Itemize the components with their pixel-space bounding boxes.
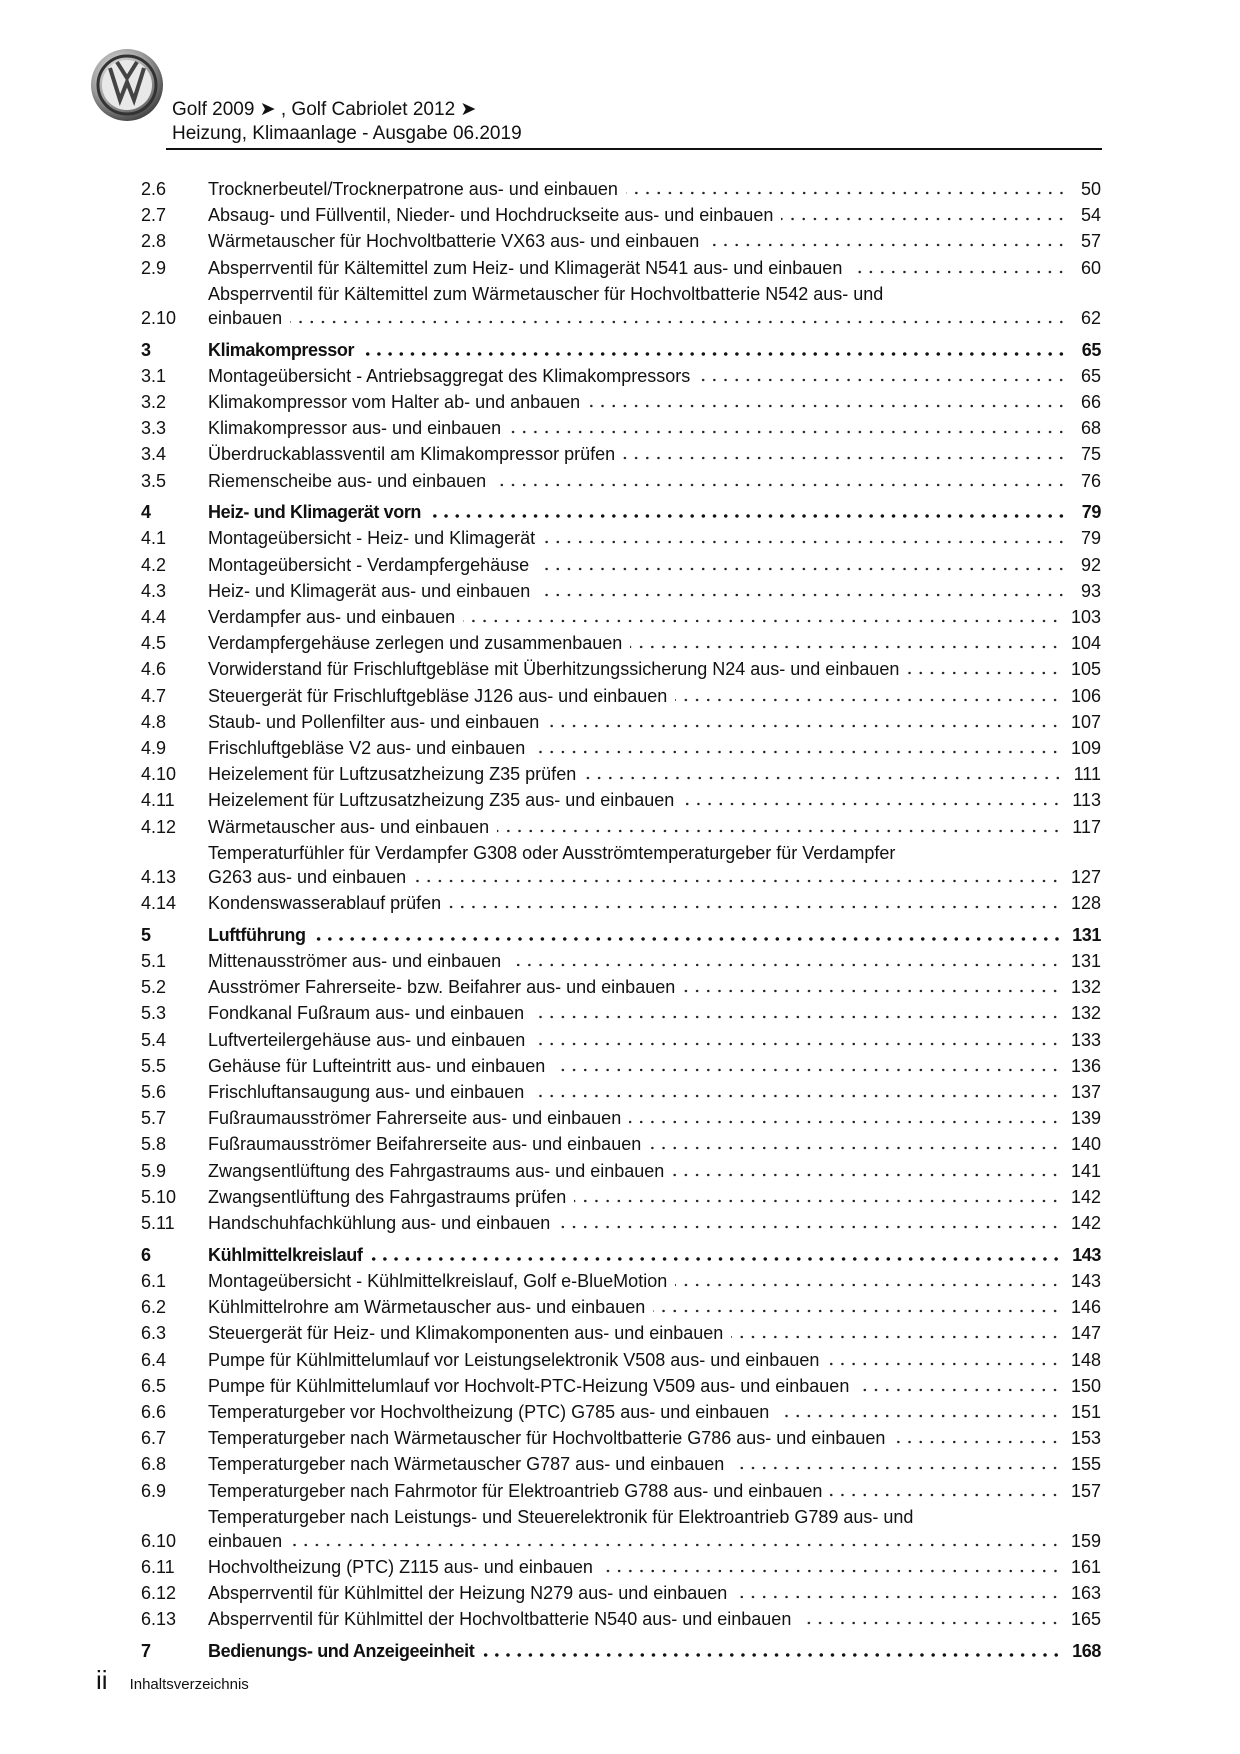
toc-entry[interactable] [141, 814, 1101, 840]
entry-title: Staub- und Pollenfilter aus- und einbauen [208, 711, 540, 732]
dot-leader [781, 217, 1067, 221]
entry-number: 6.3 [141, 1323, 167, 1344]
dot-leader [588, 404, 1067, 408]
toc-entry[interactable] [141, 1079, 1101, 1105]
entry-title: einbauen [208, 307, 283, 328]
dot-leader [630, 645, 1061, 649]
entry-title: Heizelement für Luftzusatzheizung Z35 aus- und einbauen [208, 790, 675, 811]
entry-number: 4.8 [141, 711, 167, 732]
entry-page: 132 [1070, 977, 1101, 998]
entry-title: Absperrventil für Kühlmittel der Hochvoltbatterie N540 aus- und einbauen [208, 1609, 792, 1630]
entry-title: Verdampfer aus- und einbauen [208, 607, 456, 628]
entry-number: 6.4 [141, 1349, 167, 1370]
entry-number: 4.3 [141, 580, 167, 601]
entry-page: 159 [1070, 1530, 1101, 1551]
entry-number: 6.10 [141, 1530, 177, 1551]
dot-leader [698, 378, 1067, 382]
entry-page: 131 [1072, 924, 1101, 945]
entry-title: Frischluftgebläse V2 aus- und einbauen [208, 738, 526, 759]
entry-title: Steuergerät für Heiz- und Klimakomponenten aus- und einbauen [208, 1323, 724, 1344]
toc-entry[interactable] [141, 683, 1101, 709]
entry-title: Frischluftansaugung aus- und einbauen [208, 1082, 525, 1102]
dot-leader [732, 1466, 1061, 1470]
toc-entry[interactable] [141, 948, 1101, 974]
vw-logo [90, 48, 164, 122]
dot-leader [537, 567, 1067, 571]
dot-leader [682, 802, 1062, 806]
dot-leader [683, 989, 1061, 993]
entry-number: 5.6 [141, 1082, 167, 1102]
entry-page: 57 [1080, 231, 1101, 252]
entry-number: 5.2 [141, 977, 167, 998]
entry-page: 117 [1072, 816, 1101, 837]
entry-title: Gehäuse für Lufteintritt aus- und einbauen [208, 1055, 546, 1076]
entry-number: 4.2 [141, 554, 167, 575]
entry-number: 4.4 [141, 607, 167, 628]
entry-title: Heizelement für Luftzusatzheizung Z35 prüfen [208, 764, 577, 785]
entry-number: 5.9 [141, 1160, 167, 1181]
toc-entry[interactable] [141, 604, 1101, 630]
entry-title: Luftführung [208, 924, 306, 945]
entry-title: Pumpe für Kühlmittelumlauf vor Leistungselektronik V508 aus- und einbauen [208, 1349, 820, 1370]
dot-leader [547, 724, 1061, 728]
toc-chapter[interactable] [141, 1638, 1101, 1664]
toc-entry[interactable] [141, 228, 1101, 254]
entry-page: 139 [1070, 1108, 1101, 1129]
dot-leader [290, 1543, 1061, 1547]
entry-page: 104 [1070, 633, 1101, 654]
entry-page: 79 [1080, 528, 1101, 549]
dot-leader [429, 514, 1067, 518]
toc-entry[interactable] [141, 389, 1101, 415]
dot-leader [653, 1309, 1061, 1313]
entry-number: 4.11 [141, 790, 175, 811]
toc-entry[interactable] [141, 840, 1101, 890]
entry-number: 2.6 [141, 179, 167, 199]
toc-entry[interactable] [141, 890, 1101, 916]
entry-title: Kühlmittelrohre am Wärmetauscher aus- und einbauen [208, 1297, 646, 1318]
entry-number: 3.1 [141, 365, 167, 386]
entry-page: 50 [1080, 179, 1101, 199]
dot-leader [463, 619, 1061, 623]
entry-page: 68 [1080, 418, 1101, 439]
entry-page: 103 [1070, 607, 1101, 628]
entry-page: 163 [1070, 1583, 1101, 1604]
dot-leader [629, 1120, 1061, 1124]
dot-leader [509, 963, 1061, 967]
entry-title: Klimakompressor [208, 339, 355, 360]
toc-entry[interactable] [141, 735, 1101, 761]
entry-page: 146 [1070, 1297, 1101, 1318]
entry-number: 6.8 [141, 1454, 167, 1475]
entry-title: Zwangsentlüftung des Fahrgastraums aus- und einbauen [208, 1160, 665, 1181]
entry-title: Zwangsentlüftung des Fahrgastraums prüfen [208, 1186, 567, 1207]
entry-title: Absperrventil für Kühlmittel der Heizung N279 aus- und einbauen [208, 1583, 728, 1604]
entry-number: 2.9 [141, 257, 167, 278]
entry-number: 4.12 [141, 816, 177, 837]
dot-leader [509, 430, 1067, 434]
dot-leader [672, 1173, 1061, 1177]
entry-page: 93 [1080, 580, 1101, 601]
entry-title: Überdruckablassventil am Klimakompressor prüfen [208, 444, 616, 465]
entry-number: 6.7 [141, 1428, 167, 1449]
dot-leader [553, 1068, 1061, 1072]
dot-leader [533, 750, 1061, 754]
entry-number: 5.8 [141, 1134, 167, 1155]
entry-number: 4.14 [141, 893, 177, 914]
entry-title: Trocknerbeutel/Trocknerpatrone aus- und einbauen [208, 179, 618, 199]
entry-number: 4.10 [141, 764, 177, 785]
toc-entry[interactable] [141, 709, 1101, 735]
toc-entry[interactable] [141, 1425, 1101, 1451]
dot-leader [362, 352, 1067, 356]
dot-leader [626, 191, 1067, 195]
entry-number: 6 [141, 1244, 151, 1265]
entry-title: einbauen [208, 1530, 283, 1551]
entry-page: 66 [1080, 391, 1101, 412]
toc-entry[interactable] [141, 1504, 1101, 1554]
page-footer [96, 1665, 249, 1696]
dot-leader [533, 1042, 1061, 1046]
dot-leader [857, 1388, 1061, 1392]
entry-page: 148 [1070, 1349, 1101, 1370]
toc-entry[interactable] [141, 1131, 1101, 1157]
dot-leader [370, 1257, 1062, 1261]
entry-number: 6.2 [141, 1297, 167, 1318]
toc-entry[interactable] [141, 1053, 1101, 1079]
entry-number: 3.2 [141, 391, 167, 412]
entry-title: Montageübersicht - Antriebsaggregat des Klimakompressors [208, 365, 691, 386]
dot-leader [532, 1015, 1061, 1019]
entry-title: Vorwiderstand für Frischluftgebläse mit Überhitzungssicherung N24 aus- und einbauen [208, 659, 900, 680]
entry-title: Ausströmer Fahrerseite- bzw. Beifahrer aus- und einbauen [208, 977, 676, 998]
toc-entry[interactable] [141, 578, 1101, 604]
entry-page: 150 [1070, 1375, 1101, 1396]
toc-chapter[interactable] [141, 499, 1101, 525]
entry-title: Heiz- und Klimagerät vorn [208, 502, 422, 523]
entry-title: Luftverteilergehäuse aus- und einbauen [208, 1029, 526, 1050]
entry-number: 6.1 [141, 1270, 167, 1291]
toc-entry[interactable] [141, 363, 1101, 389]
entry-page: 132 [1070, 1003, 1101, 1024]
entry-page: 62 [1080, 307, 1101, 328]
entry-page: 107 [1070, 711, 1101, 732]
entry-page: 131 [1070, 950, 1101, 971]
dot-leader [735, 1595, 1061, 1599]
dot-leader [449, 905, 1061, 909]
entry-title: Handschuhfachkühlung aus- und einbauen [208, 1213, 551, 1234]
dot-leader [675, 1283, 1061, 1287]
entry-title: Temperaturgeber nach Fahrmotor für Elektroantrieb G788 aus- und einbauen [208, 1480, 823, 1501]
entry-number: 6.6 [141, 1401, 167, 1422]
entry-page: 111 [1073, 764, 1101, 785]
dot-leader [543, 540, 1067, 544]
entry-title: Wärmetauscher aus- und einbauen [208, 816, 490, 837]
dot-leader [850, 270, 1067, 274]
entry-number: 5 [141, 924, 151, 945]
entry-page: 142 [1070, 1213, 1101, 1234]
toc-entry[interactable] [141, 1294, 1101, 1320]
entry-page: 168 [1072, 1641, 1101, 1662]
dot-leader [707, 243, 1067, 247]
dot-leader [584, 776, 1063, 780]
entry-page: 155 [1070, 1454, 1101, 1475]
entry-number: 6.9 [141, 1480, 167, 1501]
entry-number: 4 [141, 502, 151, 523]
entry-title: Absaug- und Füllventil, Nieder- und Hochdruckseite aus- und einbauen [208, 205, 774, 226]
dot-leader [827, 1362, 1061, 1366]
entry-title: Wärmetauscher für Hochvoltbatterie VX63 aus- und einbauen [208, 231, 700, 252]
toc-entry[interactable] [141, 1320, 1101, 1346]
dot-leader [649, 1146, 1061, 1150]
entry-page: 76 [1080, 470, 1101, 491]
header-manual-title: Heizung, Klimaanlage - Ausgabe 06.2019 [172, 123, 522, 144]
dot-leader [601, 1569, 1061, 1573]
entry-title: Pumpe für Kühlmittelumlauf vor Hochvolt-PTC-Heizung V509 aus- und einbauen [208, 1375, 850, 1396]
dot-leader [497, 829, 1062, 833]
toc-entry[interactable] [141, 656, 1101, 682]
entry-title: Hochvoltheizung (PTC) Z115 aus- und einbauen [208, 1556, 593, 1577]
entry-title: Kühlmittelkreislauf [208, 1244, 363, 1265]
entry-number: 2.8 [141, 231, 167, 252]
entry-number: 2.10 [141, 307, 177, 328]
entry-title: Montageübersicht - Kühlmittelkreislauf, Golf e-BlueMotion [208, 1270, 668, 1291]
entry-page: 161 [1070, 1556, 1101, 1577]
dot-leader [290, 320, 1067, 324]
entry-title: Temperaturgeber nach Wärmetauscher G787 aus- und einbauen [208, 1454, 725, 1475]
dot-leader [482, 1653, 1062, 1657]
entry-page: 75 [1080, 444, 1101, 465]
entry-title: Bedienungs- und Anzeigeeinheit [208, 1641, 475, 1662]
dot-leader [893, 1440, 1061, 1444]
entry-page: 142 [1070, 1186, 1101, 1207]
entry-title: Montageübersicht - Heiz- und Klimagerät [208, 528, 536, 549]
toc-chapter[interactable] [141, 1242, 1101, 1268]
toc-entry[interactable] [141, 1027, 1101, 1053]
toc-entry[interactable] [141, 552, 1101, 578]
entry-title: Verdampfergehäuse zerlegen und zusammenbauen [208, 633, 623, 654]
entry-number: 3.5 [141, 470, 167, 491]
entry-page: 128 [1070, 893, 1101, 914]
footer-section-label: Inhaltsverzeichnis [129, 1676, 249, 1693]
entry-title-first-line: Temperaturgeber nach Leistungs- und Steuerelektronik für Elektroantrieb G789 aus- und [208, 1506, 914, 1527]
toc-entry[interactable] [141, 1347, 1101, 1373]
toc-entry[interactable] [141, 1268, 1101, 1294]
dot-leader [538, 593, 1067, 597]
entry-number: 4.1 [141, 528, 167, 549]
entry-title: Klimakompressor aus- und einbauen [208, 418, 502, 439]
entry-page: 60 [1080, 257, 1101, 278]
entry-page: 136 [1070, 1055, 1101, 1076]
entry-number: 5.5 [141, 1055, 167, 1076]
entry-title: Fußraumausströmer Beifahrerseite aus- und einbauen [208, 1134, 642, 1155]
entry-title: Montageübersicht - Verdampfergehäuse [208, 554, 530, 575]
entry-title: Heiz- und Klimagerät aus- und einbauen [208, 580, 531, 601]
entry-number: 5.1 [141, 950, 167, 971]
entry-page: 106 [1070, 685, 1101, 706]
entry-page: 65 [1081, 339, 1101, 360]
entry-number: 3.4 [141, 444, 167, 465]
dot-leader [623, 456, 1067, 460]
entry-page: 141 [1070, 1160, 1101, 1181]
entry-title: Kondenswasserablauf prüfen [208, 893, 442, 914]
entry-title: Riemenscheibe aus- und einbauen [208, 470, 487, 491]
entry-page: 147 [1070, 1323, 1101, 1344]
entry-page: 143 [1070, 1270, 1101, 1291]
entry-title: Absperrventil für Kältemittel zum Heiz- und Klimagerät N541 aus- und einbauen [208, 257, 843, 278]
entry-number: 4.6 [141, 659, 167, 680]
entry-page: 127 [1070, 866, 1101, 887]
entry-number: 4.9 [141, 738, 167, 759]
dot-leader [558, 1225, 1061, 1229]
entry-title: Temperaturgeber vor Hochvoltheizung (PTC) G785 aus- und einbauen [208, 1401, 770, 1422]
toc-entry[interactable] [141, 761, 1101, 787]
toc-entry[interactable] [141, 1580, 1101, 1606]
dot-leader [414, 879, 1061, 883]
entry-page: 157 [1070, 1480, 1101, 1501]
toc-entry[interactable] [141, 415, 1101, 441]
entry-page: 105 [1070, 659, 1101, 680]
toc-entry[interactable] [141, 1210, 1101, 1236]
entry-number: 3 [141, 339, 151, 360]
toc-entry[interactable] [141, 281, 1101, 331]
header-divider [166, 148, 1102, 150]
entry-number: 5.7 [141, 1108, 167, 1129]
entry-number: 6.12 [141, 1583, 177, 1604]
header-vehicle: Golf 2009 ➤ , Golf Cabriolet 2012 ➤ [172, 99, 477, 120]
toc-entry[interactable] [141, 1000, 1101, 1026]
dot-leader [731, 1335, 1061, 1339]
dot-leader [799, 1621, 1061, 1625]
entry-title: G263 aus- und einbauen [208, 866, 407, 887]
entry-title: Steuergerät für Frischluftgebläse J126 aus- und einbauen [208, 685, 668, 706]
entry-page: 140 [1070, 1134, 1101, 1155]
entry-title: Mittenausströmer aus- und einbauen [208, 950, 502, 971]
entry-title: Klimakompressor vom Halter ab- und anbauen [208, 391, 581, 412]
toc-entry[interactable] [141, 787, 1101, 813]
dot-leader [907, 671, 1061, 675]
entry-title-first-line: Absperrventil für Kältemittel zum Wärmetauscher für Hochvoltbatterie N542 aus- und [208, 283, 884, 304]
toc-entry[interactable] [141, 1399, 1101, 1425]
entry-number: 2.7 [141, 205, 167, 226]
entry-number: 4.5 [141, 633, 167, 654]
entry-page: 92 [1080, 554, 1101, 575]
entry-page: 109 [1070, 738, 1101, 759]
toc-entry[interactable] [141, 1554, 1101, 1580]
entry-page: 165 [1070, 1609, 1101, 1630]
entry-number: 5.3 [141, 1003, 167, 1024]
entry-page: 113 [1072, 790, 1101, 811]
entry-number: 5.4 [141, 1029, 167, 1050]
toc-entry[interactable] [141, 1606, 1101, 1632]
entry-page: 79 [1081, 502, 1101, 523]
entry-number: 6.13 [141, 1609, 177, 1630]
entry-number: 7 [141, 1641, 151, 1662]
entry-page: 151 [1070, 1401, 1101, 1422]
entry-page: 153 [1070, 1428, 1101, 1449]
toc-entry[interactable] [141, 1184, 1101, 1210]
dot-leader [675, 698, 1061, 702]
document-header [172, 98, 522, 146]
entry-page: 137 [1070, 1082, 1101, 1102]
entry-page: 65 [1080, 365, 1101, 386]
toc-entry[interactable] [141, 1478, 1101, 1504]
entry-number: 4.7 [141, 685, 167, 706]
toc-chapter[interactable] [141, 922, 1101, 948]
dot-leader [532, 1094, 1061, 1098]
entry-number: 4.13 [141, 866, 177, 887]
dot-leader [494, 483, 1067, 487]
entry-title-first-line: Temperaturfühler für Verdampfer G308 oder Ausströmtemperaturgeber für Verdampfer [208, 842, 896, 863]
dot-leader [777, 1414, 1061, 1418]
entry-title: Fondkanal Fußraum aus- und einbauen [208, 1003, 525, 1024]
toc-entry[interactable] [141, 1158, 1101, 1184]
entry-number: 5.10 [141, 1186, 177, 1207]
toc-entry[interactable] [141, 468, 1101, 494]
dot-leader [830, 1493, 1061, 1497]
toc-entry[interactable] [141, 525, 1101, 551]
toc-entry[interactable] [141, 630, 1101, 656]
toc-chapter[interactable] [141, 337, 1101, 363]
toc-entry[interactable] [141, 1451, 1101, 1477]
toc-entry[interactable] [141, 441, 1101, 467]
toc-entry[interactable] [141, 176, 1101, 202]
entry-page: 143 [1072, 1244, 1101, 1265]
toc-entry[interactable] [141, 974, 1101, 1000]
table-of-contents [141, 176, 1101, 1664]
entry-title: Temperaturgeber nach Wärmetauscher für Hochvoltbatterie G786 aus- und einbauen [208, 1428, 886, 1449]
entry-title: Fußraumausströmer Fahrerseite aus- und einbauen [208, 1108, 622, 1129]
entry-number: 5.11 [141, 1213, 175, 1234]
entry-number: 6.11 [141, 1556, 175, 1577]
toc-entry[interactable] [141, 1373, 1101, 1399]
dot-leader [314, 937, 1063, 941]
entry-number: 6.5 [141, 1375, 167, 1396]
toc-entry[interactable] [141, 255, 1101, 281]
entry-page: 133 [1070, 1029, 1101, 1050]
page-number: ii [96, 1665, 108, 1695]
toc-entry[interactable] [141, 202, 1101, 228]
toc-entry[interactable] [141, 1105, 1101, 1131]
dot-leader [574, 1199, 1061, 1203]
entry-page: 54 [1080, 205, 1101, 226]
entry-number: 3.3 [141, 418, 167, 439]
